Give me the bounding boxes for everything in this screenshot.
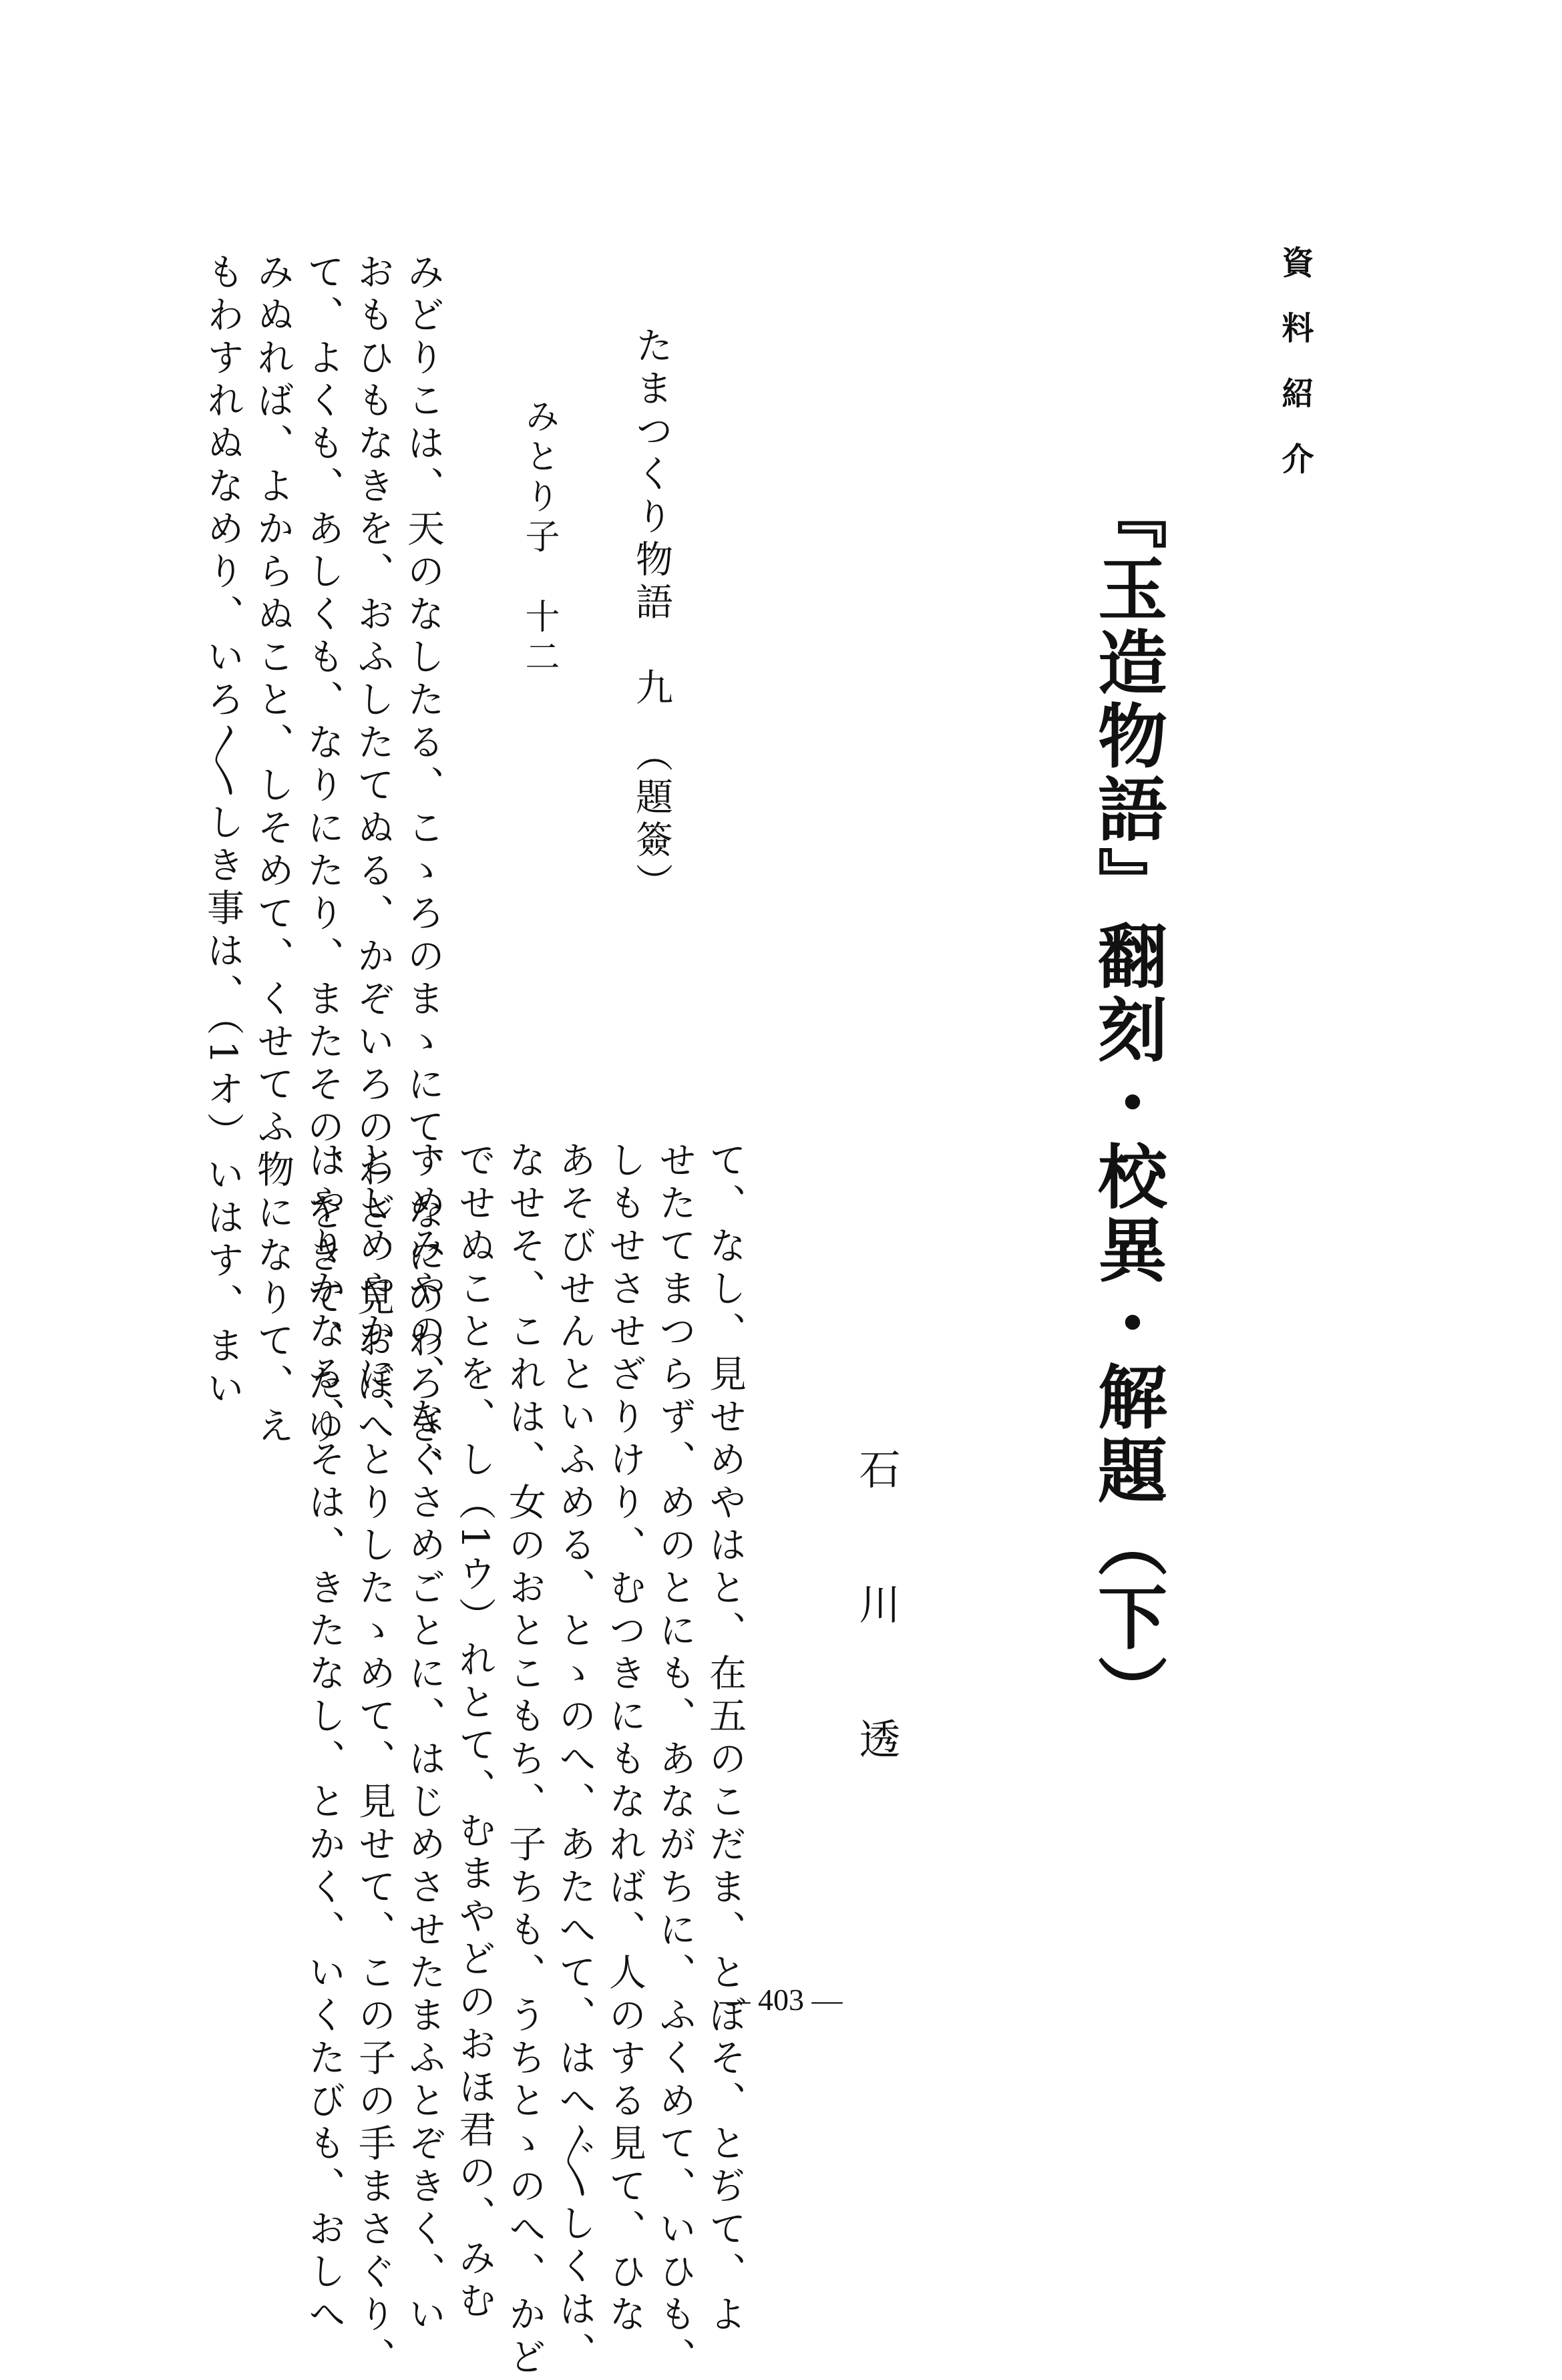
text-column: としめやかに、とりしたゝめて、見せて、この子の手まさぐり、: [353, 1141, 396, 2380]
page-number: — 403 —: [719, 1983, 843, 2017]
work-title-label: たまつくり物語 九 （題簽）: [630, 326, 673, 906]
text-column: でせぬことを、し（1ウ）れとて、むまやどのおほ君の、みむ: [453, 1141, 496, 2324]
article-title: 『玉造物語』翻刻・校異・解題（下）: [1086, 479, 1168, 1728]
text-column: せたてまつらず、めのとにも、あながちに、ふくめて、いひも、: [653, 1141, 697, 2380]
text-column: あそびせんといふめる、とゝのへ、あたへて、はへ〴〵しくは、: [553, 1141, 596, 2375]
text-column: なせそ、これは、女のおとこもち、子ちも、うちとゝのへ、かど: [503, 1141, 546, 2380]
author-name: 石川透: [852, 1448, 901, 1852]
text-column: みぬれば、よからぬこと、しそめて、くせてふ物になりて、え: [251, 252, 295, 1449]
text-column: すめみやの、なぐさめごとに、はじめさせたまふとぞきく、い: [403, 1141, 446, 2337]
text-column: おもひもなきを、おふしたてぬる、かぞいろのわざ、見おぼへ: [351, 252, 395, 1449]
text-column: はやりかなる、そは、きたなし、とかく、いくたびも、おしへ: [303, 1141, 346, 2337]
chapter-heading: みとり子 十二: [519, 398, 559, 678]
text-column: もわすれぬなめり、いろ〳〵しき事は、（1オ）いはす、まい: [201, 252, 244, 1412]
text-column: て、よくも、あしくも、なりにたり、またその、をきて、たゆ: [301, 252, 345, 1449]
text-column: みどりこは、天のなしたる、こゝろのまゝにて、なにのわろき、: [401, 252, 445, 1492]
section-label: 資料紹介: [1276, 246, 1314, 508]
text-column: しもせさせざりけり、むつきにもなれば、人のする見て、ひな: [603, 1141, 646, 2337]
text-column: て、なし、見せめやはと、在五のこだま、とぼそ、とぢて、よ: [703, 1141, 747, 2337]
